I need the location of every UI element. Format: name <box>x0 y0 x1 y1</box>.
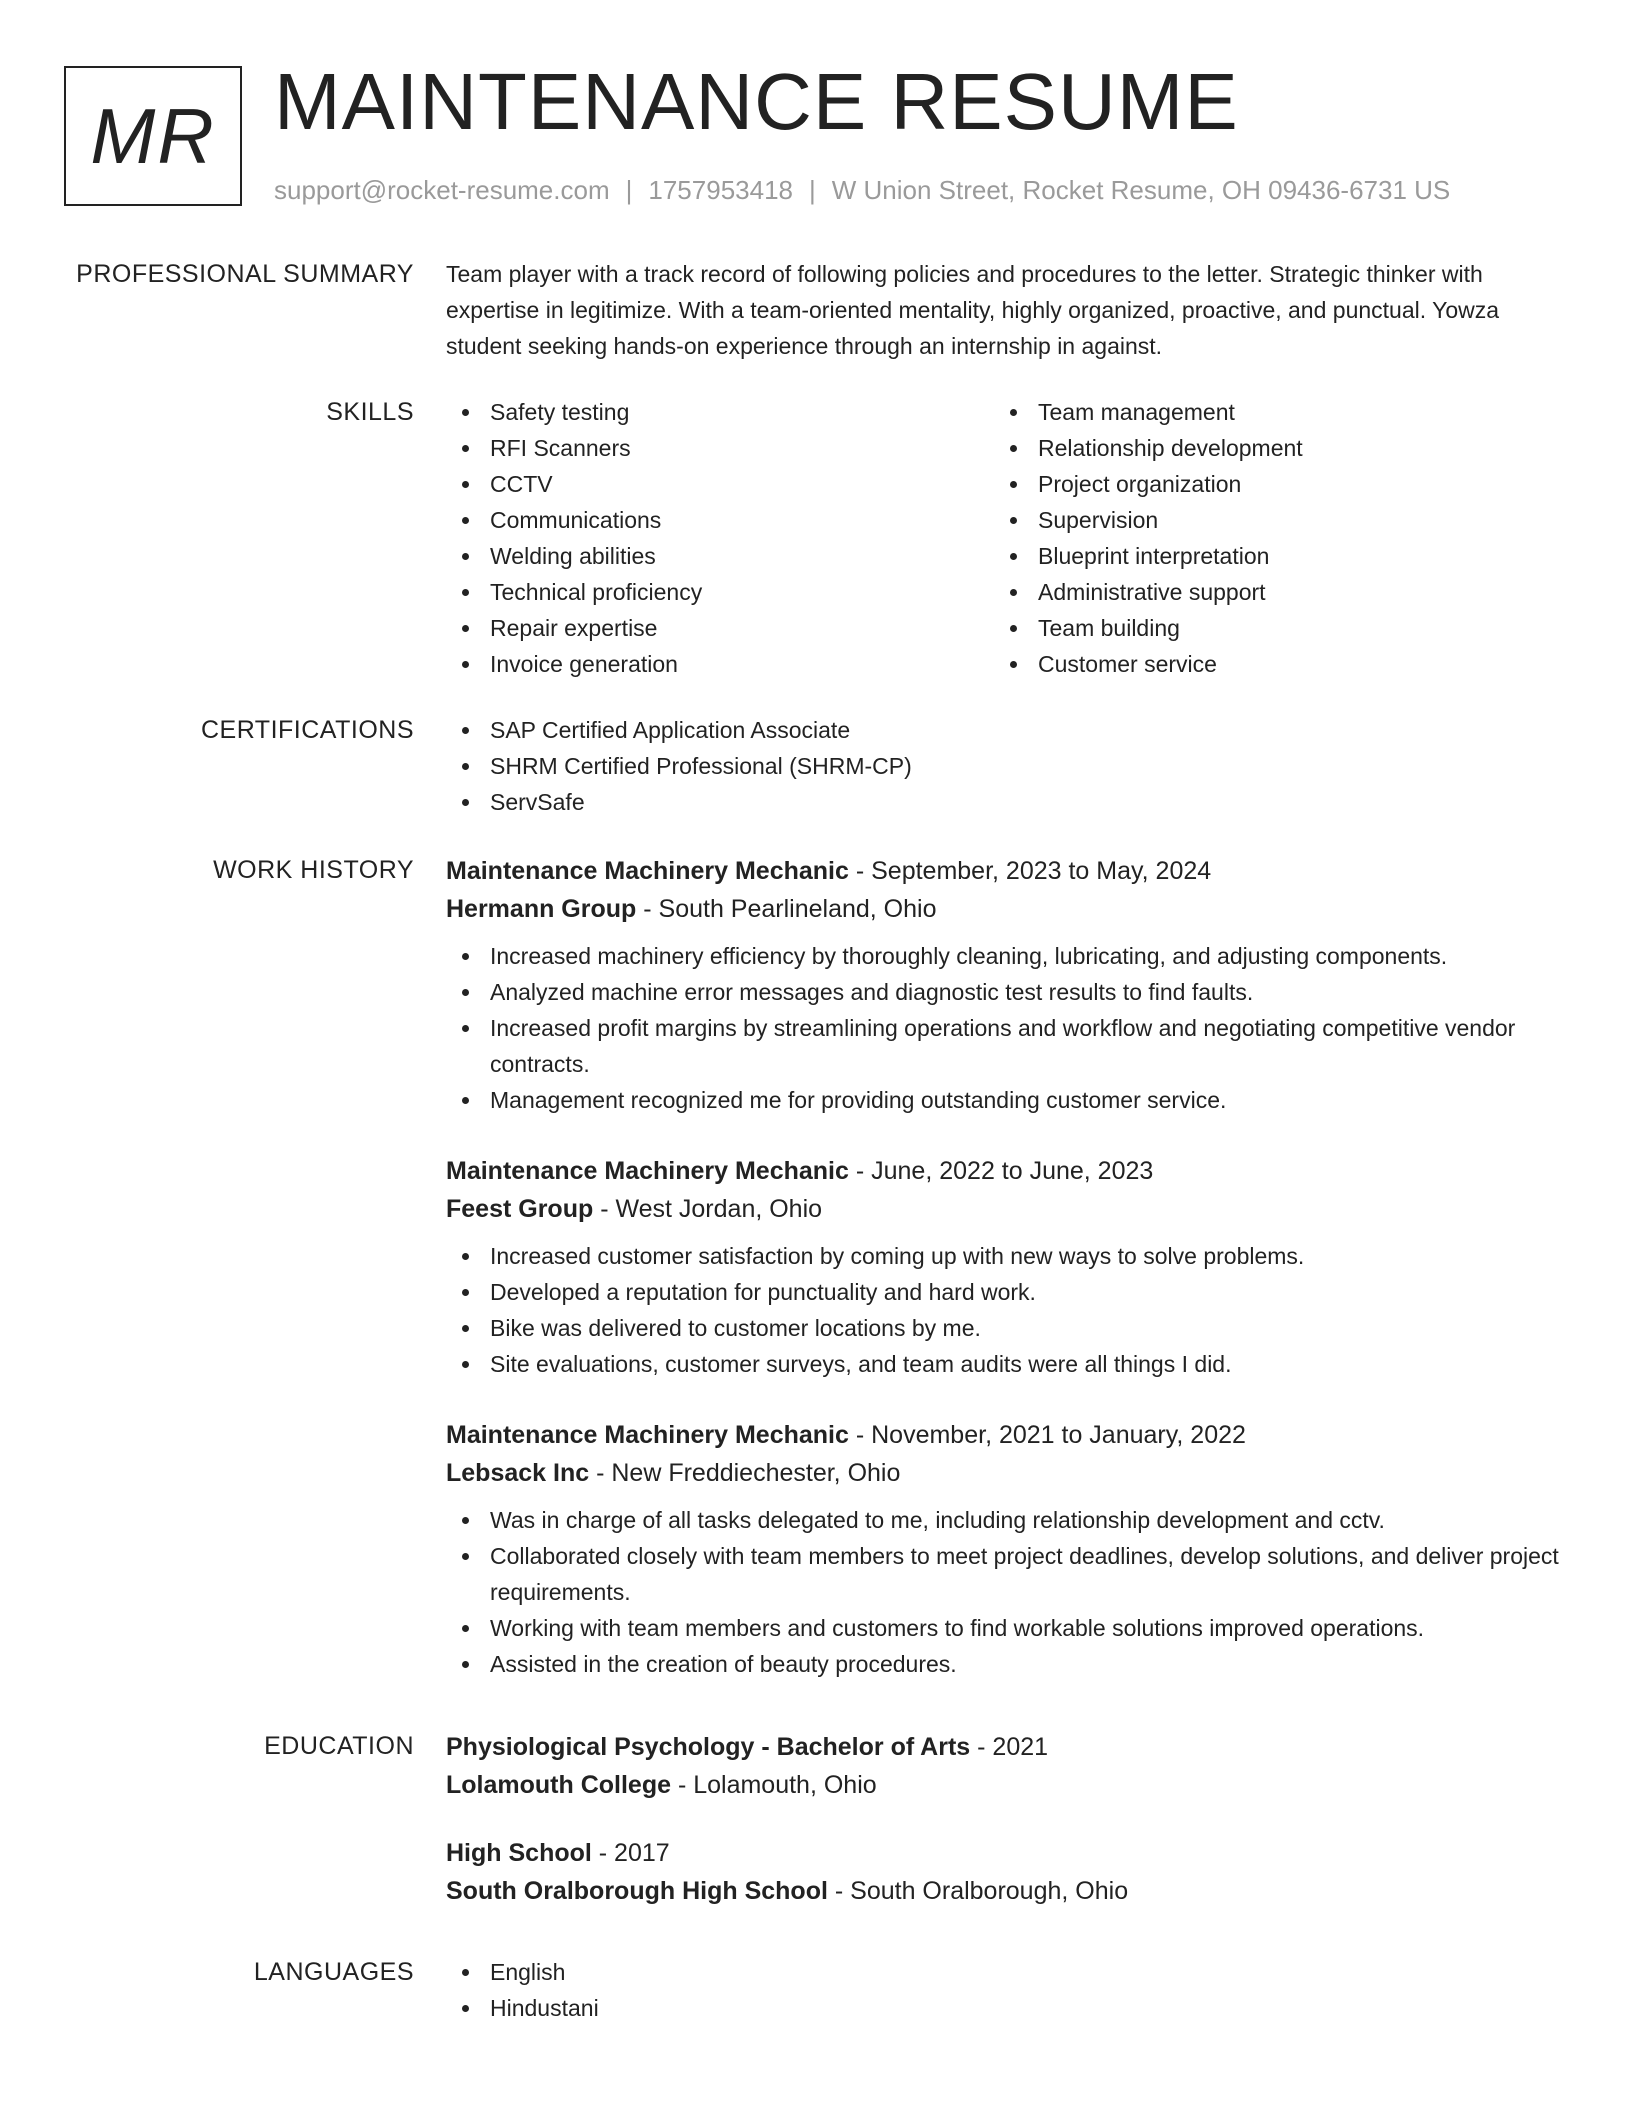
section-title-certifications: CERTIFICATIONS <box>200 716 414 744</box>
languages-list <box>446 1954 1566 2026</box>
language-item: Hindustani <box>446 1990 1566 2026</box>
education-school-line <box>446 1872 1566 1910</box>
skill-item: Administrative support <box>994 574 1542 610</box>
skill-item: CCTV <box>446 466 994 502</box>
languages-body <box>446 1954 1566 2026</box>
education-degree-line <box>446 1834 1566 1872</box>
job-bullet: Developed a reputation for punctuality and hard work. <box>446 1274 1566 1310</box>
skill-item: Supervision <box>994 502 1542 538</box>
education-degree-line <box>446 1728 1566 1766</box>
education-degree: High School <box>446 1839 592 1867</box>
job-bullet: Increased customer satisfaction by coming up with new ways to solve problems. <box>446 1238 1566 1274</box>
skill-item: Repair expertise <box>446 610 994 646</box>
job-bullets <box>446 938 1566 1118</box>
contact-separator: | <box>625 175 633 205</box>
job-location: - New Freddiechester, Ohio <box>589 1459 901 1487</box>
contact-address: W Union Street, Rocket Resume, OH 09436-6731 US <box>831 175 1451 205</box>
job-title-line <box>446 1416 1566 1454</box>
job-dates: - September, 2023 to May, 2024 <box>848 857 1212 885</box>
resume-title: MAINTENANCE RESUME <box>274 57 1239 146</box>
summary-body <box>446 256 1566 364</box>
skill-item: RFI Scanners <box>446 430 994 466</box>
job-bullet: Site evaluations, customer surveys, and team audits were all things I did. <box>446 1346 1566 1382</box>
section-title-summary: PROFESSIONAL SUMMARY <box>76 260 414 288</box>
skill-item: Team management <box>994 394 1542 430</box>
skill-item: Communications <box>446 502 994 538</box>
skill-item: Blueprint interpretation <box>994 538 1542 574</box>
skill-item: Project organization <box>994 466 1542 502</box>
education-degree: Physiological Psychology - Bachelor of Arts <box>446 1733 971 1761</box>
section-title-skills: SKILLS <box>326 398 414 426</box>
job-title-line <box>446 1152 1566 1190</box>
skill-item: Safety testing <box>446 394 994 430</box>
certifications-body <box>446 712 1566 820</box>
job-bullet: Management recognized me for providing outstanding customer service. <box>446 1082 1566 1118</box>
job-bullet: Increased machinery efficiency by thoroughly cleaning, lubricating, and adjusting components. <box>446 938 1566 974</box>
job-role: Maintenance Machinery Mechanic <box>446 857 849 885</box>
job-title-line <box>446 852 1566 890</box>
job-bullet: Working with team members and customers to find workable solutions improved operations. <box>446 1610 1566 1646</box>
job-bullet: Was in charge of all tasks delegated to me, including relationship development and cctv. <box>446 1502 1566 1538</box>
skills-body <box>446 394 1566 682</box>
monogram-logo: MR <box>64 66 242 206</box>
skill-item: Relationship development <box>994 430 1542 466</box>
skill-item: Welding abilities <box>446 538 994 574</box>
education-year: - 2021 <box>970 1733 1049 1761</box>
education-entry <box>446 1834 1566 1910</box>
skills-list-right <box>994 394 1542 682</box>
job-entry <box>446 1416 1566 1682</box>
language-item: English <box>446 1954 1566 1990</box>
education-entry <box>446 1728 1566 1804</box>
contact-phone: 1757953418 <box>648 175 793 205</box>
section-title-languages: LANGUAGES <box>253 1958 414 1986</box>
job-location: - West Jordan, Ohio <box>593 1195 823 1223</box>
skill-item: Team building <box>994 610 1542 646</box>
skills-list-left <box>446 394 994 682</box>
job-dates: - June, 2022 to June, 2023 <box>848 1157 1154 1185</box>
job-company-line <box>446 890 1566 928</box>
certification-item: SHRM Certified Professional (SHRM-CP) <box>446 748 1566 784</box>
job-entry <box>446 1152 1566 1382</box>
certifications-list <box>446 712 1566 820</box>
job-company: Hermann Group <box>446 895 637 923</box>
job-bullet: Collaborated closely with team members to meet project deadlines, develop solutions, and deliver project requirements. <box>446 1538 1566 1610</box>
job-bullet: Assisted in the creation of beauty procedures. <box>446 1646 1566 1682</box>
certification-item: SAP Certified Application Associate <box>446 712 1566 748</box>
section-title-education: EDUCATION <box>264 1732 414 1760</box>
education-body <box>446 1728 1566 1940</box>
contact-line <box>274 172 1450 208</box>
education-location: - Lolamouth, Ohio <box>671 1771 877 1799</box>
skill-item: Invoice generation <box>446 646 994 682</box>
education-school-line <box>446 1766 1566 1804</box>
job-role: Maintenance Machinery Mechanic <box>446 1421 849 1449</box>
work-history-body <box>446 852 1566 1716</box>
job-company: Lebsack Inc <box>446 1459 590 1487</box>
education-location: - South Oralborough, Ohio <box>827 1877 1129 1905</box>
education-year: - 2017 <box>591 1839 670 1867</box>
job-bullet: Increased profit margins by streamlining operations and workflow and negotiating competitive vendor contracts. <box>446 1010 1566 1082</box>
job-company-line <box>446 1190 1566 1228</box>
job-company-line <box>446 1454 1566 1492</box>
job-bullet: Bike was delivered to customer locations by me. <box>446 1310 1566 1346</box>
section-title-work-history: WORK HISTORY <box>213 856 414 884</box>
skill-item: Customer service <box>994 646 1542 682</box>
job-entry <box>446 852 1566 1118</box>
job-role: Maintenance Machinery Mechanic <box>446 1157 849 1185</box>
job-location: - South Pearlineland, Ohio <box>636 895 937 923</box>
job-bullets <box>446 1502 1566 1682</box>
education-school: Lolamouth College <box>446 1771 671 1799</box>
summary-text: Team player with a track record of following policies and procedures to the letter. Strategic thinker with expertise in legitimize. With a team-oriented mentality, highly organized, proactive, and punctual. Yowza student seeking hands-on experience through an internship in against. <box>446 261 1500 359</box>
job-dates: - November, 2021 to January, 2022 <box>848 1421 1246 1449</box>
job-company: Feest Group <box>446 1195 594 1223</box>
contact-separator: | <box>809 175 816 205</box>
job-bullets <box>446 1238 1566 1382</box>
education-school: South Oralborough High School <box>446 1877 828 1905</box>
job-bullet: Analyzed machine error messages and diagnostic test results to find faults. <box>446 974 1566 1010</box>
certification-item: ServSafe <box>446 784 1566 820</box>
skill-item: Technical proficiency <box>446 574 994 610</box>
contact-email: support@rocket-resume.com <box>274 175 610 205</box>
